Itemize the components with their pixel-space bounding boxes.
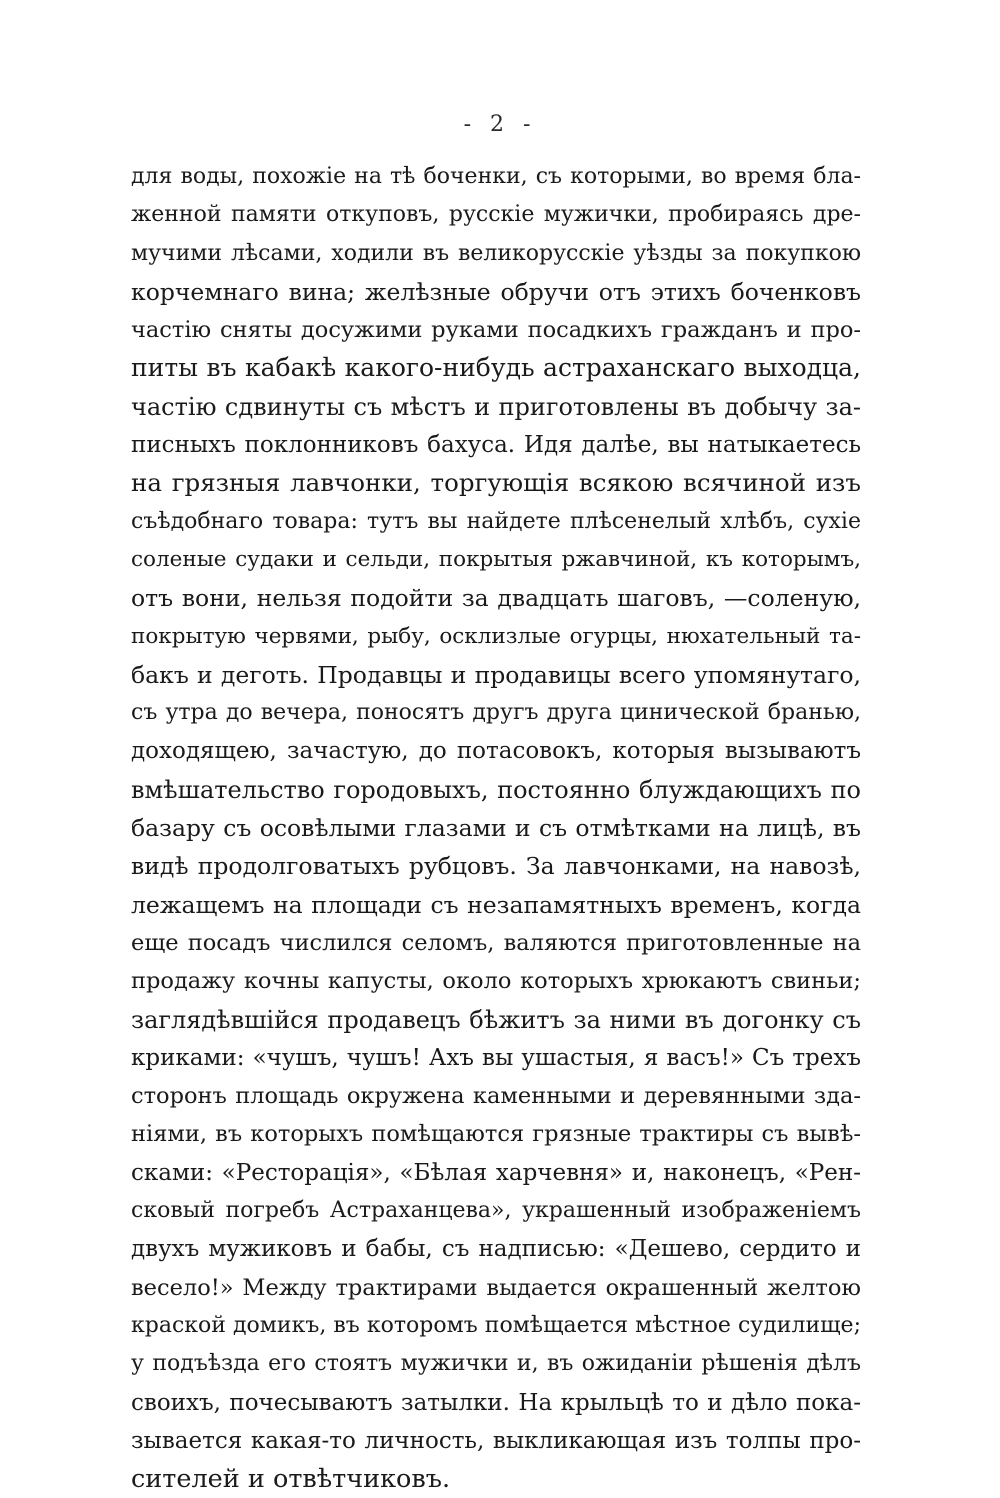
text-line: у подъѣзда его стоятъ мужички и, въ ожиданіи рѣшенія дѣлъ (131, 1351, 861, 1377)
text-line: сторонъ площадь окружена каменными и деревянными зда- (131, 1083, 861, 1110)
text-line: своихъ, почесываютъ затылки. На крыльцѣ то и дѣло пока- (131, 1389, 861, 1416)
text-line: мучими лѣсами, ходили въ великорусскіе уѣзды за покупкою (131, 240, 861, 266)
text-line: криками: «чушъ, чушъ! Ахъ вы ушастыя, я васъ!» Съ трехъ (131, 1044, 861, 1071)
text-line: базару съ осовѣлыми глазами и съ отмѣтками на лицѣ, въ (131, 814, 861, 843)
text-line: видѣ продолговатыхъ рубцовъ. За лавчонками, на навозѣ, (131, 852, 861, 881)
page-number: - 2 - (463, 112, 537, 137)
body-text (131, 158, 861, 1498)
text-line: бакъ и деготь. Продавцы и продавицы всего упомянутаго, (131, 660, 861, 689)
text-line: женной памяти откуповъ, русскіе мужички, пробираясь дре- (131, 202, 861, 228)
text-line: зывается какая-то личность, выкликающая изъ толпы про- (131, 1427, 861, 1454)
text-line: краской домикъ, въ которомъ помѣщается мѣстное судилище; (131, 1312, 861, 1338)
text-line: частію сняты досужими руками посадкихъ гражданъ и про- (131, 317, 861, 344)
text-line: на грязныя лавчонки, торгующія всякою всячиной изъ (131, 468, 861, 498)
text-line: соленые судаки и сельди, покрытыя ржавчиной, къ которымъ, (131, 546, 861, 572)
text-line: ніями, въ которыхъ помѣщаются грязные трактиры съ вывѣ- (131, 1121, 861, 1148)
text-line: заглядѣвшійся продавецъ бѣжитъ за ними въ догонку съ (131, 1005, 861, 1034)
text-line: писныхъ поклонниковъ бахуса. Идя далѣе, вы натыкаетесь (131, 432, 861, 459)
text-line: для воды, похожіе на тѣ боченки, съ которыми, во время бла- (131, 164, 861, 189)
text-line: съѣдобнаго товара: тутъ вы найдете плѣсенелый хлѣбъ, сухіе (131, 508, 861, 534)
text-line: питы въ кабакѣ какого-нибудь астраханскаго выходца, (131, 353, 861, 383)
text-line: сителей и отвѣтчиковъ. (131, 1464, 451, 1495)
text-line: отъ вони, нельзя подойти за двадцать шаговъ, —соленую, (131, 584, 861, 613)
text-line: сками: «Ресторація», «Бѣлая харчевня» и, наконецъ, «Рен- (131, 1159, 861, 1186)
text-line: покрытую червями, рыбу, осклизлые огурцы, нюхательный та- (131, 623, 861, 649)
text-line: двухъ мужиковъ и бабы, съ надписью: «Дешево, сердито и (131, 1236, 861, 1263)
text-line: съ утра до вечера, поносятъ другъ друга циничeской бранью, (131, 700, 861, 726)
text-line: доходящею, зачастую, до потасовокъ, которыя вызываютъ (131, 738, 861, 765)
text-line: корчемнаго вина; желѣзные обручи отъ этихъ боченковъ (131, 277, 861, 306)
text-line: продажу кочны капусты, около которыхъ хрюкаютъ свиньи; (131, 968, 861, 995)
text-line: лежащемъ на площади съ незапамятныхъ временъ, когда (131, 890, 861, 919)
text-line: весело!» Между трактирами выдается окрашенный желтою (131, 1274, 861, 1301)
text-line: сковый погребъ Астраханцева», украшенный изображеніемъ (131, 1198, 861, 1224)
text-line: частію сдвинуты съ мѣстъ и приготовлены въ добычу за- (131, 392, 861, 421)
text-line: еще посадъ числился селомъ, валяются приготовленные на (131, 929, 861, 956)
text-line: вмѣшательство городовыхъ, постоянно блуждающихъ по (131, 775, 861, 804)
